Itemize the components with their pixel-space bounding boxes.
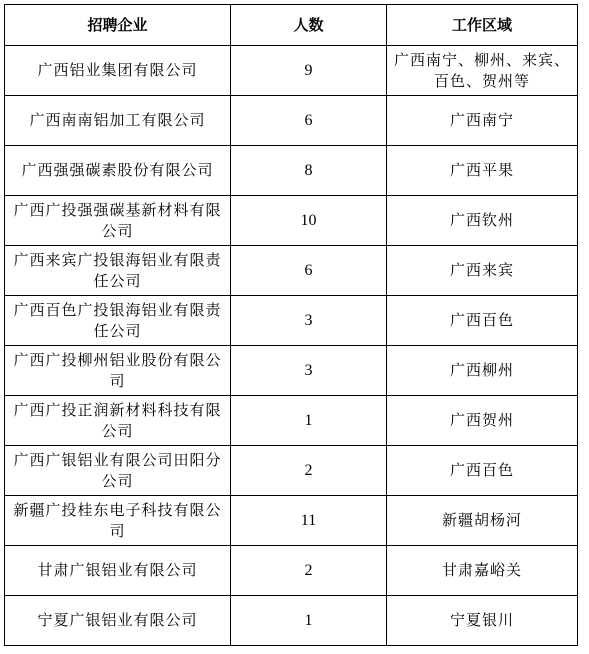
recruitment-table: [4, 4, 578, 646]
header-area: 工作区域: [387, 5, 578, 46]
area-cell: 广西钦州: [387, 196, 578, 246]
area-cell: 甘肃嘉峪关: [387, 546, 578, 596]
table-row: [5, 346, 578, 396]
count-cell: 1: [231, 396, 387, 446]
table-row: [5, 446, 578, 496]
count-cell: 3: [231, 296, 387, 346]
table-row: [5, 146, 578, 196]
table-row: [5, 96, 578, 146]
count-cell: 1: [231, 596, 387, 646]
company-cell: 广西广投强强碳基新材料有限公司: [5, 196, 231, 246]
table-row: [5, 296, 578, 346]
company-cell: 甘肃广银铝业有限公司: [5, 546, 231, 596]
company-cell: 广西强强碳素股份有限公司: [5, 146, 231, 196]
area-cell: 广西平果: [387, 146, 578, 196]
area-cell: 广西来宾: [387, 246, 578, 296]
count-cell: 2: [231, 546, 387, 596]
count-cell: 8: [231, 146, 387, 196]
area-cell: 广西南宁、柳州、来宾、百色、贺州等: [387, 46, 578, 96]
area-cell: 宁夏银川: [387, 596, 578, 646]
company-cell: 广西广银铝业有限公司田阳分公司: [5, 446, 231, 496]
count-cell: 9: [231, 46, 387, 96]
header-row: [5, 5, 578, 46]
table-row: [5, 546, 578, 596]
area-cell: 广西百色: [387, 296, 578, 346]
count-cell: 6: [231, 96, 387, 146]
table-row: [5, 46, 578, 96]
company-cell: 广西广投正润新材料科技有限公司: [5, 396, 231, 446]
company-cell: 广西广投柳州铝业股份有限公司: [5, 346, 231, 396]
company-cell: 广西铝业集团有限公司: [5, 46, 231, 96]
area-cell: 广西百色: [387, 446, 578, 496]
count-cell: 11: [231, 496, 387, 546]
header-count: 人数: [231, 5, 387, 46]
area-cell: 广西南宁: [387, 96, 578, 146]
company-cell: 新疆广投桂东电子科技有限公司: [5, 496, 231, 546]
table-row: [5, 246, 578, 296]
company-cell: 宁夏广银铝业有限公司: [5, 596, 231, 646]
table-row: [5, 396, 578, 446]
area-cell: 新疆胡杨河: [387, 496, 578, 546]
count-cell: 2: [231, 446, 387, 496]
count-cell: 10: [231, 196, 387, 246]
company-cell: 广西来宾广投银海铝业有限责任公司: [5, 246, 231, 296]
table-row: [5, 496, 578, 546]
table-row: [5, 196, 578, 246]
count-cell: 6: [231, 246, 387, 296]
table-row: [5, 596, 578, 646]
area-cell: 广西贺州: [387, 396, 578, 446]
company-cell: 广西百色广投银海铝业有限责任公司: [5, 296, 231, 346]
count-cell: 3: [231, 346, 387, 396]
company-cell: 广西南南铝加工有限公司: [5, 96, 231, 146]
header-company: 招聘企业: [5, 5, 231, 46]
area-cell: 广西柳州: [387, 346, 578, 396]
